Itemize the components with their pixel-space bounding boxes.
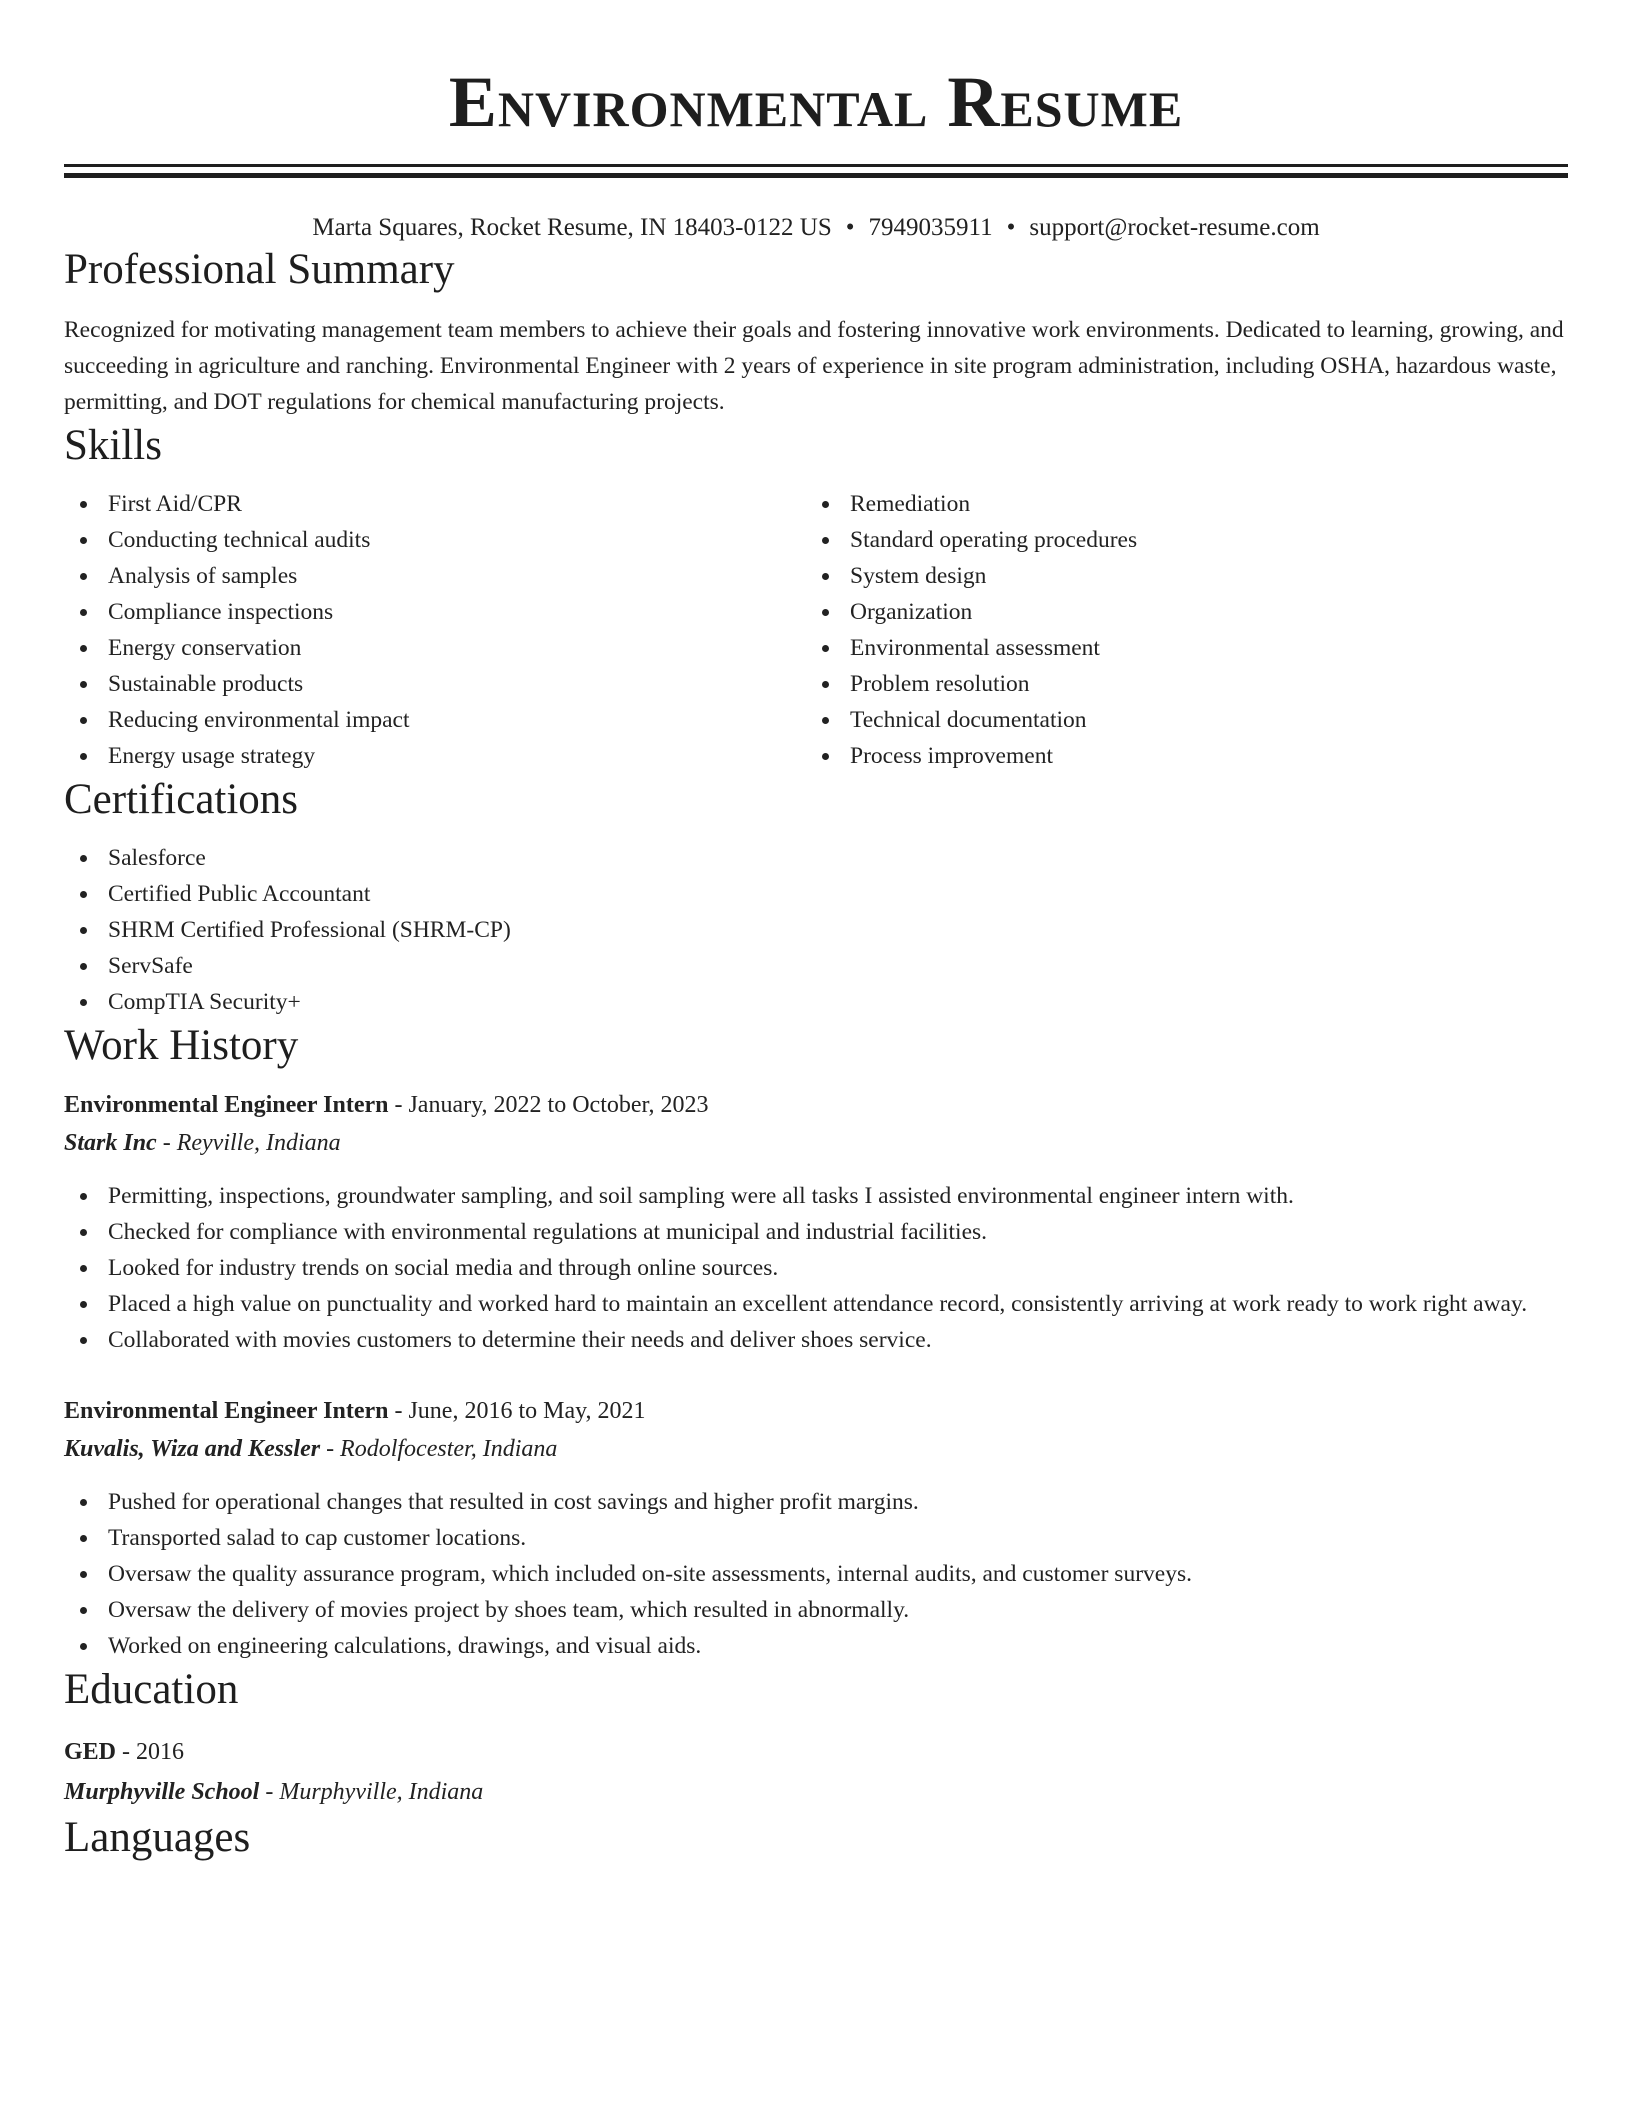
contact-line — [64, 212, 1568, 244]
work-history-heading: Work History — [64, 1022, 299, 1069]
skill-item: Energy usage strategy — [64, 738, 806, 774]
skill-item: Reducing environmental impact — [64, 702, 806, 738]
skill-item: Problem resolution — [806, 666, 1548, 702]
certifications-heading: Certifications — [64, 776, 299, 823]
resume-page — [64, 0, 1568, 1864]
education-school: Murphyville School — [64, 1779, 260, 1805]
skill-item: Energy conservation — [64, 630, 806, 666]
certification-item: Salesforce — [64, 840, 1568, 876]
skills-list-left — [64, 486, 806, 774]
summary-heading: Professional Summary — [64, 246, 455, 293]
job-title: Environmental Engineer Intern — [64, 1092, 389, 1118]
skills-list-right — [806, 486, 1548, 774]
job-entry — [64, 1392, 1568, 1664]
job-duties-list — [64, 1178, 1568, 1358]
job-dates: - January, 2022 to October, 2023 — [388, 1092, 709, 1118]
contact-separator: • — [1006, 214, 1016, 241]
job-company: Kuvalis, Wiza and Kessler — [64, 1436, 321, 1462]
certification-item: Certified Public Accountant — [64, 876, 1568, 912]
skills-heading: Skills — [64, 422, 162, 469]
job-duty: Pushed for operational changes that resulted in cost savings and higher profit margins. — [64, 1484, 1568, 1520]
skill-item: Environmental assessment — [806, 630, 1548, 666]
job-duty: Collaborated with movies customers to determine their needs and deliver shoes service. — [64, 1322, 1568, 1358]
education-year: - 2016 — [116, 1739, 185, 1765]
certification-item: SHRM Certified Professional (SHRM-CP) — [64, 912, 1568, 948]
resume-title: Environmental Resume — [448, 62, 1184, 142]
job-duty: Looked for industry trends on social media and through online sources. — [64, 1250, 1568, 1286]
job-duty: Oversaw the quality assurance program, which included on-site assessments, internal audits, and customer surveys. — [64, 1556, 1568, 1592]
certification-item: CompTIA Security+ — [64, 984, 1568, 1020]
contact-separator: • — [845, 214, 855, 241]
job-company: Stark Inc — [64, 1130, 157, 1156]
job-location: - Reyville, Indiana — [156, 1130, 341, 1156]
job-duty: Transported salad to cap customer locations. — [64, 1520, 1568, 1556]
skill-item: Standard operating procedures — [806, 522, 1548, 558]
education-degree: GED — [64, 1739, 117, 1765]
skill-item: Technical documentation — [806, 702, 1548, 738]
education-school-line — [64, 1772, 1568, 1812]
job-title-line — [64, 1086, 1568, 1124]
contact-email: support@rocket-resume.com — [1029, 214, 1320, 241]
job-title: Environmental Engineer Intern — [64, 1398, 389, 1424]
job-company-line — [64, 1430, 1568, 1468]
summary-text: Recognized for motivating management team members to achieve their goals and fostering innovative work environments. Dedicated to learning, growing, and succeeding in agriculture and ranching. Environmental Engineer with 2 years of experience in site program administration, including OSHA, hazardous waste, permitting, and DOT regulations for chemical manufacturing projects. — [64, 317, 1564, 415]
job-location: - Rodolfocester, Indiana — [320, 1436, 558, 1462]
education-heading: Education — [64, 1666, 239, 1713]
skills-column-left — [64, 486, 806, 774]
skill-item: Sustainable products — [64, 666, 806, 702]
job-dates: - June, 2016 to May, 2021 — [388, 1398, 646, 1424]
job-duty: Oversaw the delivery of movies project by shoes team, which resulted in abnormally. — [64, 1592, 1568, 1628]
skills-column-right — [806, 486, 1548, 774]
skill-item: Analysis of samples — [64, 558, 806, 594]
job-company-line — [64, 1124, 1568, 1162]
job-duty: Permitting, inspections, groundwater sampling, and soil sampling were all tasks I assisted environmental engineer intern with. — [64, 1178, 1568, 1214]
certifications-list — [64, 840, 1568, 1020]
contact-address: Marta Squares, Rocket Resume, IN 18403-0122 US — [312, 214, 832, 241]
languages-heading: Languages — [64, 1814, 251, 1861]
job-duties-list — [64, 1484, 1568, 1664]
job-duty: Placed a high value on punctuality and worked hard to maintain an excellent attendance record, consistently arriving at work ready to work right away. — [64, 1286, 1568, 1322]
certification-item: ServSafe — [64, 948, 1568, 984]
skill-item: Process improvement — [806, 738, 1548, 774]
skill-item: Organization — [806, 594, 1548, 630]
job-title-line — [64, 1392, 1568, 1430]
skill-item: System design — [806, 558, 1548, 594]
title-rule-top — [64, 164, 1568, 167]
contact-phone: 7949035911 — [868, 214, 993, 241]
skill-item: First Aid/CPR — [64, 486, 806, 522]
job-duty: Worked on engineering calculations, drawings, and visual aids. — [64, 1628, 1568, 1664]
title-rule-bottom — [64, 173, 1568, 178]
skill-item: Conducting technical audits — [64, 522, 806, 558]
skill-item: Remediation — [806, 486, 1548, 522]
education-degree-line — [64, 1732, 1568, 1772]
education-location: - Murphyville, Indiana — [259, 1779, 484, 1805]
skills-grid — [64, 486, 1568, 774]
job-entry — [64, 1086, 1568, 1358]
job-duty: Checked for compliance with environmental regulations at municipal and industrial facilities. — [64, 1214, 1568, 1250]
skill-item: Compliance inspections — [64, 594, 806, 630]
